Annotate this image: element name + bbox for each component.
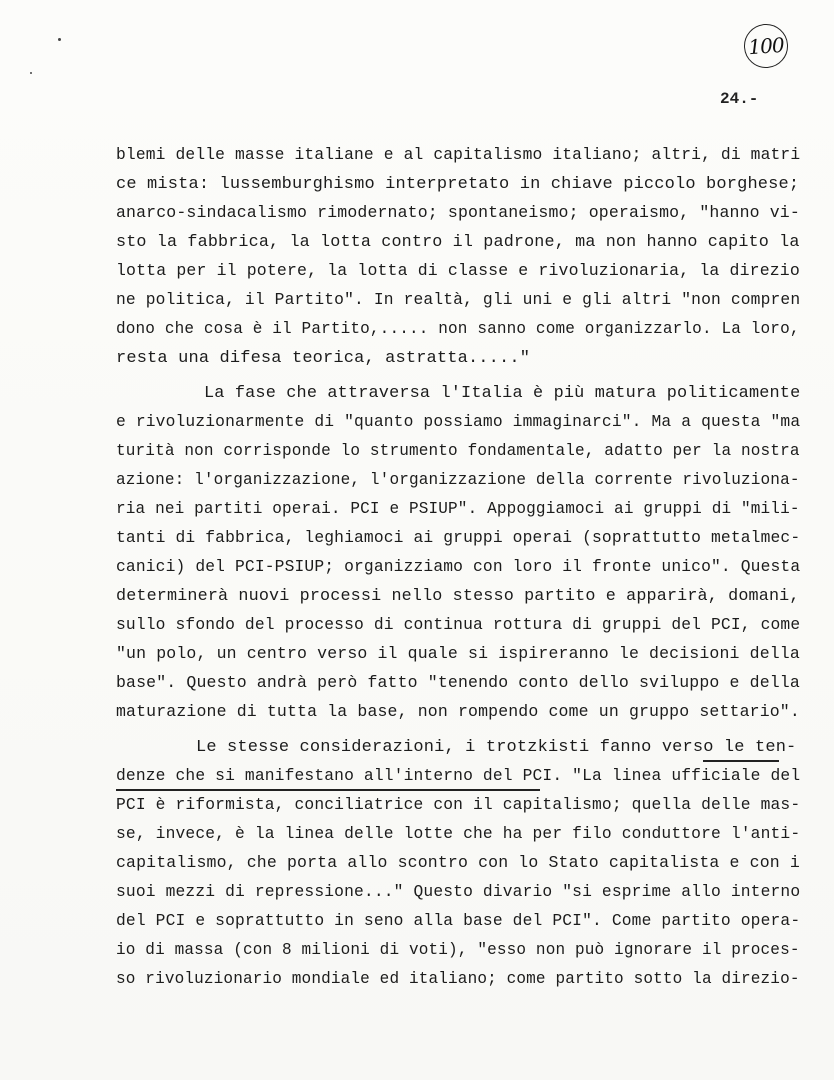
- text-line: denze che si manifestano all'interno del PCI. "La linea ufficiale del: [116, 767, 801, 786]
- text-line: Le stesse considerazioni, i trotzkisti fanno verso le ten-: [196, 738, 797, 757]
- scan-speck: [30, 72, 32, 74]
- text-line: anarco-sindacalismo rimodernato; spontaneismo; operaismo, "hanno vi-: [116, 204, 800, 223]
- underline-mark: [703, 760, 779, 762]
- text-line: azione: l'organizzazione, l'organizzazione della corrente rivoluziona-: [116, 471, 800, 490]
- text-line: tanti di fabbrica, leghiamoci ai gruppi operai (soprattutto metalmec-: [116, 529, 801, 548]
- text-line: ria nei partiti operai. PCI e PSIUP". Appoggiamoci ai gruppi di "mili-: [116, 500, 800, 519]
- text-line: sullo sfondo del processo di continua rottura di gruppi del PCI, come: [116, 616, 801, 635]
- text-line: sto la fabbrica, la lotta contro il padrone, ma non hanno capito la: [116, 233, 800, 252]
- text-line: capitalismo, che porta allo scontro con lo Stato capitalista e con i: [116, 854, 800, 873]
- text-line: "un polo, un centro verso il quale si ispireranno le decisioni della: [116, 645, 800, 664]
- text-line: so rivoluzionario mondiale ed italiano; come partito sotto la direzio-: [116, 970, 800, 989]
- text-line: blemi delle masse italiane e al capitalismo italiano; altri, di matri: [116, 146, 801, 165]
- text-line: lotta per il potere, la lotta di classe e rivoluzionaria, la direzio: [116, 262, 800, 281]
- text-line: se, invece, è la linea delle lotte che ha per filo conduttore l'anti-: [116, 825, 801, 844]
- text-line: io di massa (con 8 milioni di voti), "esso non può ignorare il proces-: [116, 941, 800, 960]
- text-line: base". Questo andrà però fatto "tenendo conto dello sviluppo e della: [116, 674, 800, 693]
- scan-speck: [58, 38, 61, 41]
- text-line: canici) del PCI-PSIUP; organizziamo con loro il fronte unico". Questa: [116, 558, 801, 577]
- text-line: ne politica, il Partito". In realtà, gli uni e gli altri "non compren: [116, 291, 801, 310]
- text-line: suoi mezzi di repressione..." Questo divario "si esprime allo interno: [116, 883, 801, 902]
- text-line: PCI è riformista, conciliatrice con il capitalismo; quella delle mas-: [116, 796, 801, 815]
- text-line: maturazione di tutta la base, non rompendo come un gruppo settario".: [116, 703, 800, 722]
- text-line: La fase che attraversa l'Italia è più matura politicamente: [204, 384, 801, 403]
- text-line: e rivoluzionarmente di "quanto possiamo immaginarci". Ma a questa "ma: [116, 413, 801, 432]
- text-line: resta una difesa teorica, astratta.....": [116, 349, 531, 368]
- text-line: ce mista: lussemburghismo interpretato in chiave piccolo borghese;: [116, 175, 800, 194]
- page-number: 24.-: [720, 90, 759, 108]
- text-line: determinerà nuovi processi nello stesso partito e apparirà, domani,: [116, 587, 800, 606]
- underline-mark: [116, 789, 540, 791]
- text-line: turità non corrisponde lo strumento fondamentale, adatto per la nostra: [116, 442, 800, 461]
- text-line: dono che cosa è il Partito,..... non sanno come organizzarlo. La loro,: [116, 320, 800, 339]
- text-line: del PCI e soprattutto in seno alla base del PCI". Come partito opera-: [116, 912, 801, 931]
- archive-stamp: 100: [743, 23, 790, 70]
